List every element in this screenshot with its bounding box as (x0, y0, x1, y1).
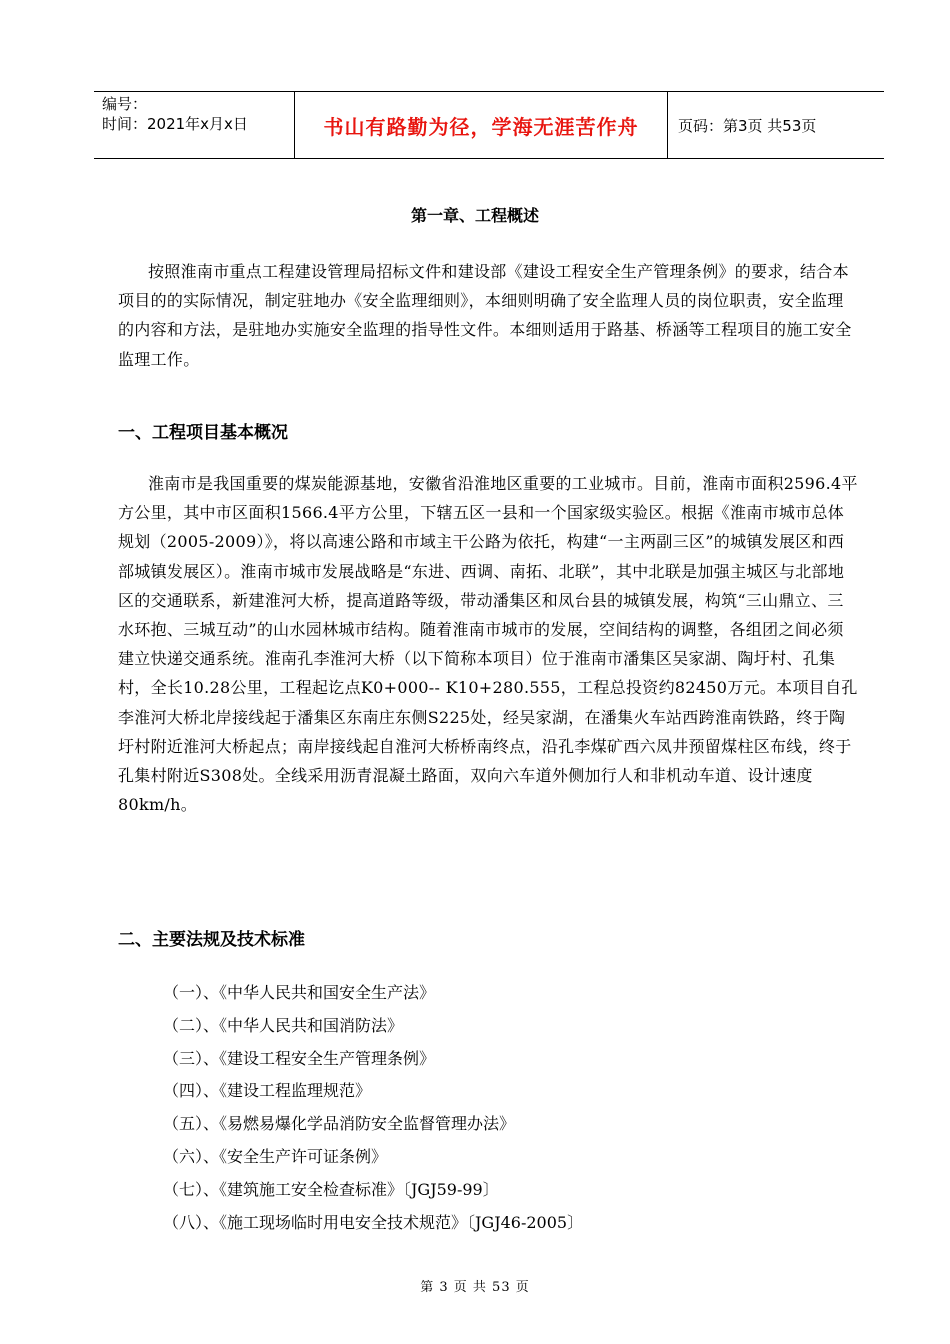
regulation-item: （二）、《中华人民共和国消防法》 (163, 1015, 404, 1035)
regulation-item: （八）、《施工现场临时用电安全技术规范》〔JGJ46-2005〕 (163, 1212, 584, 1232)
regulation-item: （一）、《中华人民共和国安全生产法》 (163, 983, 436, 1002)
page-footer: 第 3 页 共 53 页 (420, 1280, 530, 1295)
regulation-item: （五）、《易燃易爆化学品消防安全监督管理办法》 (163, 1114, 516, 1134)
time-label: 时间：2021年x月x日 (102, 115, 248, 133)
number-label: 编号： (102, 95, 148, 113)
header-page-info: 页码：第3页 共53页 (678, 116, 817, 135)
header-meta (94, 92, 295, 158)
regulation-item: （七）、《建筑施工安全检查标准》〔JGJ59-99〕 (163, 1179, 499, 1199)
header-motto: 书山有路勤为径，学海无涯苦作舟 (295, 92, 668, 158)
section-1-body: 淮南市是我国重要的煤炭能源基地，安徽省沿淮地区重要的工业城市。目前，淮南市面积2596.4平方公里，其中市区面积1566.4平方公里，下辖五区一县和一个国家级实验区。根据《淮南市城市总体规划（2005-2009）》，将以高速公路和市域主干公路为依托，构建“一主两副三区”的城镇发展区和西部城镇发展区）。淮南市城市发展战略是“东进、西调、南拓、北联”，其中北联是加强主城区与北部地区的交通联系，新建淮河大桥，提高道路等级，带动潘集区和凤台县的城镇发展，构筑“三山鼎立、三水环抱、三城互动”的山水园林城市结构。随着淮南市城市的发展，空间结构的调整，各组团之间必须建立快递交通系统。淮南孔李淮河大桥（以下简称本项目）位于淮南市潘集区吴家湖、陶圩村、孔集村，全长10.28公里，工程起讫点K0+000-- K10+280.555，工程总投资约82450万元。本项目自孔李淮河大桥北岸接线起于潘集区东南庄东侧S225处，经吴家湖，在潘集火车站西跨淮南铁路，终于陶圩村附近淮河大桥起点；南岸接线起自淮河大桥桥南终点，沿孔李煤矿西六凤井预留煤柱区布线，终于孔集村附近S308处。全线采用沥青混凝土路面，双向六车道外侧加行人和非机动车道、设计速度80km/h。 (118, 474, 858, 815)
section-1-title: 一、工程项目基本概况 (118, 423, 288, 443)
section-2-title: 二、主要法规及技术标准 (118, 930, 305, 950)
document-header (94, 91, 884, 159)
intro-paragraph: 按照淮南市重点工程建设管理局招标文件和建设部《建设工程安全生产管理条例》的要求，结合本项目的的实际情况，制定驻地办《安全监理细则》，本细则明确了安全监理人员的岗位职责，安全监理的内容和方法，是驻地办实施安全监理的指导性文件。本细则适用于路基、桥涵等工程项目的施工安全监理工作。 (118, 262, 852, 369)
chapter-title: 第一章、工程概述 (410, 206, 539, 225)
regulation-item: （三）、《建设工程安全生产管理条例》 (163, 1048, 436, 1068)
regulations-list (163, 979, 583, 1241)
regulation-item: （四）、《建设工程监理规范》 (163, 1081, 372, 1101)
regulation-item: （六）、《安全生产许可证条例》 (163, 1146, 388, 1166)
